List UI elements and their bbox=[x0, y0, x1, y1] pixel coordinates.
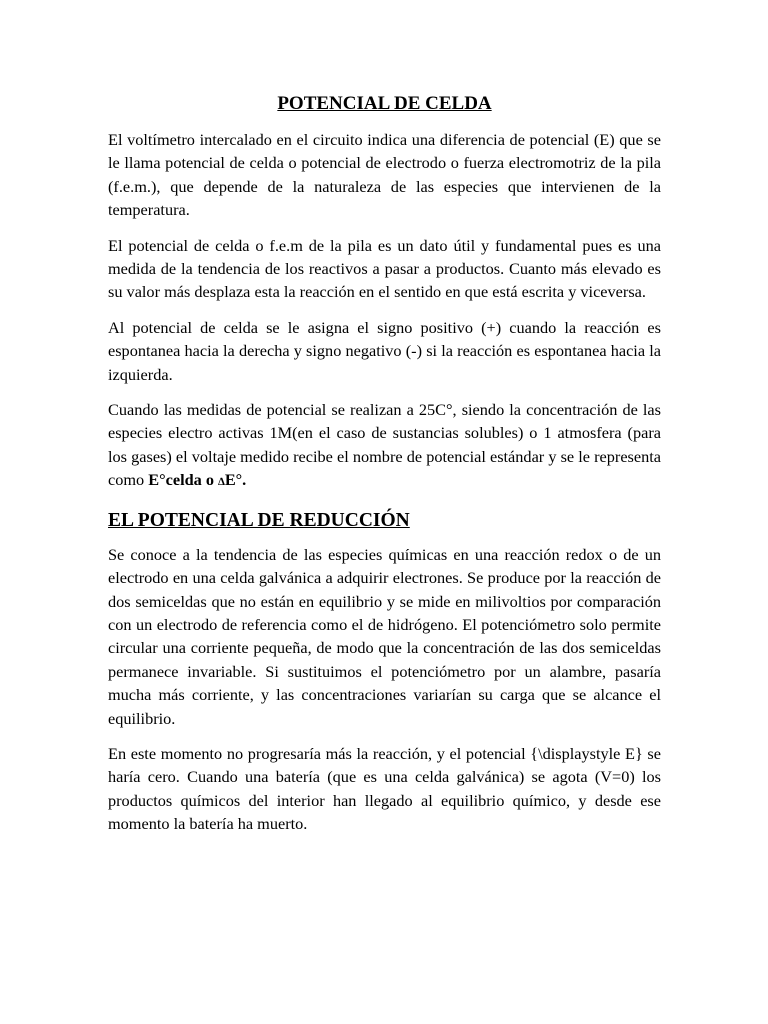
paragraph-1: El voltímetro intercalado en el circuito indica una diferencia de potencial (E) que se le llama potencial de celda o potencial de electrodo o fuerza electromotriz de la pila (f.e.m.), que depende de la naturaleza de las especies que intervienen de la temperatura. bbox=[108, 130, 661, 220]
paragraph-3: Al potencial de celda se le asigna el signo positivo (+) cuando la reacción es espontanea hacia la derecha y signo negativo (-) si la reacción es espontanea hacia la izquierda. bbox=[108, 317, 661, 384]
delta-symbol: ∆ bbox=[218, 476, 225, 489]
section-heading-reduction: EL POTENCIAL DE REDUCCIÓN bbox=[108, 509, 410, 531]
paragraph-6: En este momento no progresaría más la reacción, y el potencial {\displaystyle E} se haría cero. Cuando una batería (que es una celda galvánica) se agota (V=0) los productos químicos del interior han llegado al equilibrio químico, y desde ese momento la batería ha muerto. bbox=[108, 743, 661, 834]
standard-potential-notation: E°celda o bbox=[148, 470, 219, 490]
paragraph-4-text: Cuando las medidas de potencial se realizan a 25C°, siendo la concentración de las especies electro activas 1M(en el caso de sustancias solubles) o 1 atmosfera (para los gases) el voltaje medido recibe el nombre de potencial estándar y se le representa como bbox=[108, 400, 661, 490]
paragraph-2: El potencial de celda o f.e.m de la pila es un dato útil y fundamental pues es una medida de la tendencia de los reactivos a pasar a productos. Cuanto más elevado es su valor más desplaza esta la reacción en el sentido en que está escrita y viceversa. bbox=[108, 235, 661, 302]
standard-potential-notation-end: E°. bbox=[224, 470, 247, 490]
paragraph-4 bbox=[108, 398, 661, 495]
paragraph-5: Se conoce a la tendencia de las especies químicas en una reacción redox o de un electrodo en una celda galvánica a adquirir electrones. Se produce por la reacción de dos semiceldas que no están en equilibrio y se mide en milivoltios por comparación con un electrodo de referencia como el de hidrógeno. El potenciómetro solo permite circular una corriente pequeña, de modo que la concentración de las dos semiceldas permanece invariable. Si sustituimos el potenciómetro por un alambre, pasaría mucha más corriente, y las concentraciones variarían su carga que se alcance el equilibrio. bbox=[108, 544, 661, 728]
document-title: POTENCIAL DE CELDA bbox=[277, 93, 492, 114]
document-page bbox=[108, 90, 661, 848]
